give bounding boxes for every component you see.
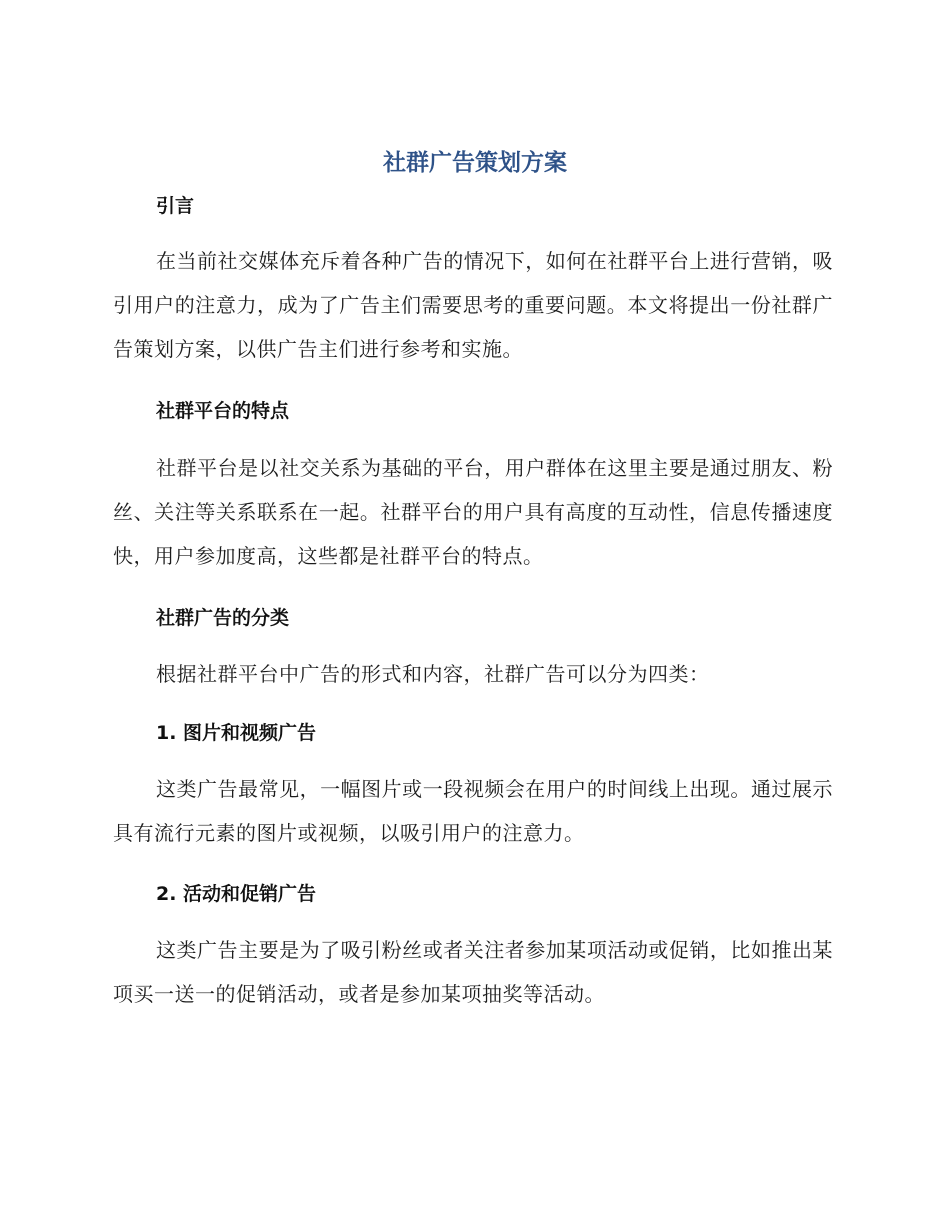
document-title: 社群广告策划方案: [383, 150, 567, 176]
document-body: [113, 189, 833, 1016]
section-paragraph-event-promo-ads: 这类广告主要是为了吸引粉丝或者关注者参加某项活动或促销，比如推出某项买一送一的促销活动，或者是参加某项抽奖等活动。: [113, 938, 833, 1006]
section-heading-introduction: 引言: [156, 195, 195, 217]
section-heading-ad-categories: 社群广告的分类: [156, 607, 290, 629]
section-paragraph-introduction: 在当前社交媒体充斥着各种广告的情况下，如何在社群平台上进行营销，吸引用户的注意力，成为了广告主们需要思考的重要问题。本文将提出一份社群广告策划方案，以供广告主们进行参考和实施。: [113, 249, 833, 361]
section-heading-platform-features: 社群平台的特点: [156, 400, 290, 422]
section-paragraph-platform-features: 社群平台是以社交关系为基础的平台，用户群体在这里主要是通过朋友、粉丝、关注等关系联系在一起。社群平台的用户具有高度的互动性，信息传播速度快，用户参加度高，这些都是社群平台的特点。: [113, 456, 833, 568]
section-heading-event-promo-ads: 2. 活动和促销广告: [156, 883, 317, 905]
section-paragraph-ad-categories: 根据社群平台中广告的形式和内容，社群广告可以分为四类：: [156, 662, 710, 686]
section-heading-image-video-ads: 1. 图片和视频广告: [156, 722, 317, 744]
section-paragraph-image-video-ads: 这类广告最常见，一幅图片或一段视频会在用户的时间线上出现。通过展示具有流行元素的图片或视频，以吸引用户的注意力。: [113, 777, 833, 845]
